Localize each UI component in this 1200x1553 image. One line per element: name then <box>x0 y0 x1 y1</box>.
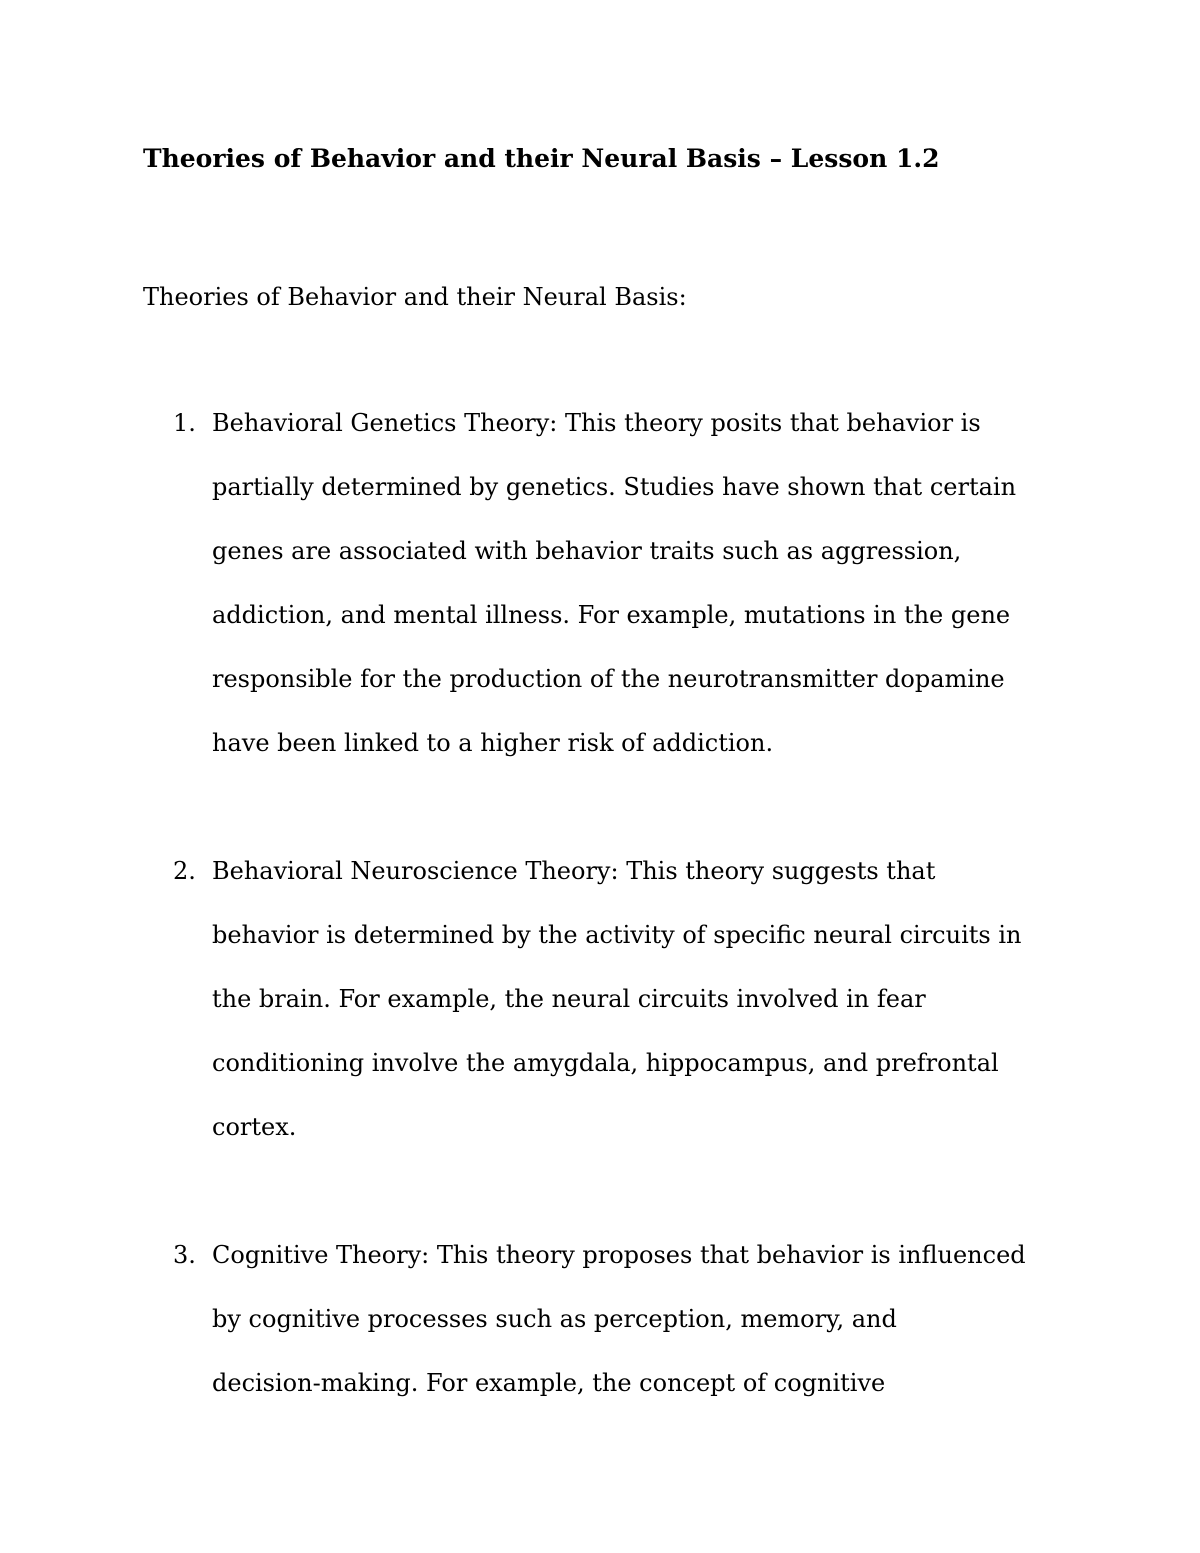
list-item-line: Behavioral Genetics Theory: This theory posits that behavior is <box>212 409 981 437</box>
list-item-number: 2. <box>173 857 196 885</box>
list-item-line: behavior is determined by the activity of specific neural circuits in <box>212 921 1022 949</box>
list-item-line: have been linked to a higher risk of addiction. <box>212 729 774 757</box>
list-item-line: partially determined by genetics. Studies have shown that certain <box>212 473 1017 501</box>
list-item-line: Cognitive Theory: This theory proposes that behavior is influenced <box>212 1241 1026 1269</box>
list-item-line: responsible for the production of the neurotransmitter dopamine <box>212 665 1005 693</box>
list-item-line: cortex. <box>212 1113 297 1141</box>
list-item-line: conditioning involve the amygdala, hippocampus, and prefrontal <box>212 1049 999 1077</box>
list-item-line: addiction, and mental illness. For example, mutations in the gene <box>212 601 1011 629</box>
list-item-number: 1. <box>173 409 196 437</box>
list-item-number: 3. <box>173 1241 196 1269</box>
list-item-line: Behavioral Neuroscience Theory: This theory suggests that <box>212 857 936 885</box>
list-item-line: by cognitive processes such as perception, memory, and <box>212 1305 897 1333</box>
list-item-line: genes are associated with behavior traits such as aggression, <box>212 537 962 565</box>
document-title: Theories of Behavior and their Neural Basis – Lesson 1.2 <box>143 144 940 173</box>
section-heading: Theories of Behavior and their Neural Basis: <box>143 283 687 311</box>
list-item-line: the brain. For example, the neural circuits involved in fear <box>212 985 926 1013</box>
list-item-line: decision-making. For example, the concept of cognitive <box>212 1369 886 1397</box>
